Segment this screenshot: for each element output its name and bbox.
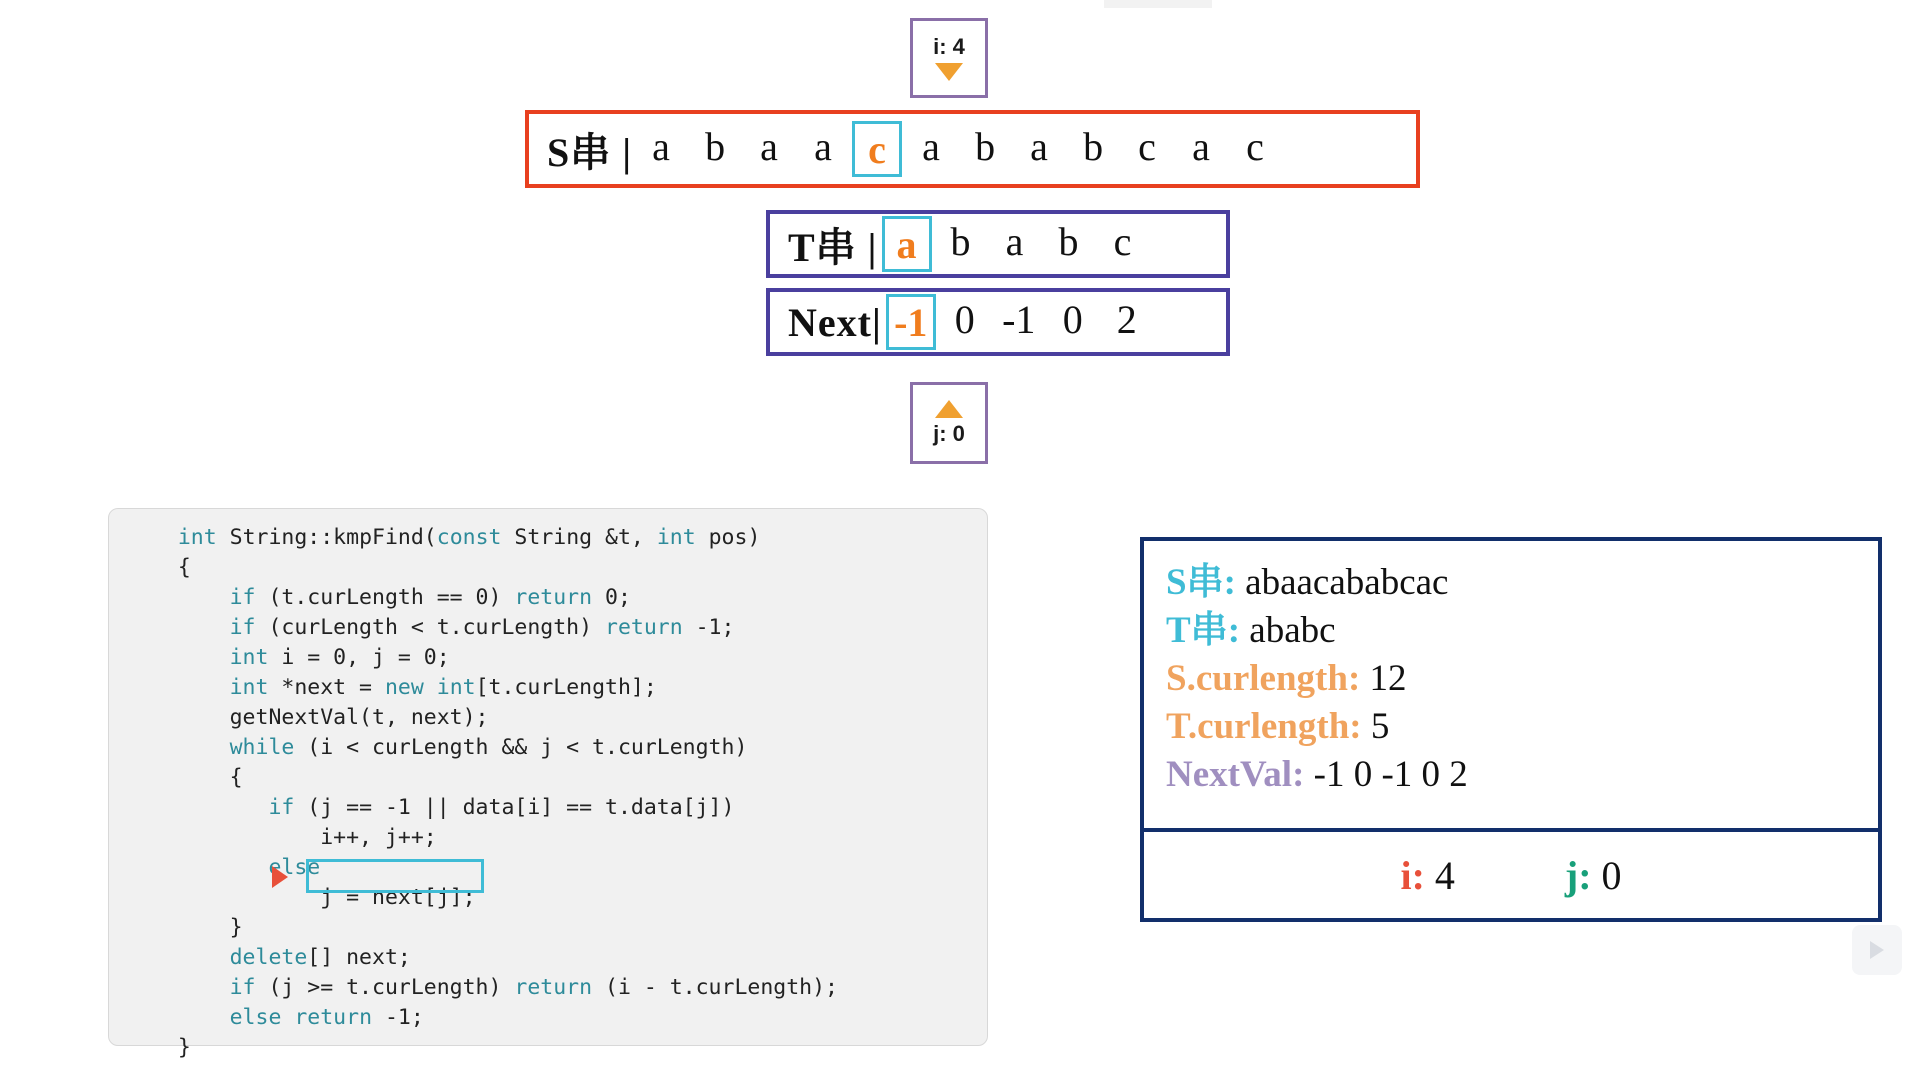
cell-s-9: c [1138,124,1156,169]
i-status [1400,852,1454,899]
variable-value: 5 [1361,706,1390,747]
code-line-17: } [139,1035,191,1060]
cell-t-4: c [1113,219,1132,264]
cell-s-6: b [975,124,996,169]
variable-separator: : [1223,562,1236,603]
code-line-16: else return -1; [229,1005,424,1030]
cell-next-0: -1 [886,294,936,350]
play-triangle-icon [1870,941,1884,959]
j-sep: : [1578,852,1592,898]
top-edge-strip [1104,0,1212,8]
pointer-box-j [910,382,988,464]
j-key: j [1564,852,1579,898]
execution-pointer-icon [272,866,288,888]
cell-s-8: b [1083,124,1104,169]
code-line-6: getNextVal(t, next); [139,705,489,730]
variables-panel [1140,537,1882,922]
variable-row-0 [1166,559,1878,607]
code-line-5: int *next = new int[t.curLength]; [229,675,657,700]
cell-t-1: b [950,219,971,264]
code-line-2: if (t.curLength == 0) return 0; [229,585,631,610]
watermark-logo [1852,925,1902,975]
code-listing [109,523,987,1063]
variable-separator: : [1347,658,1361,699]
string-t-row [766,210,1230,278]
variable-value: ababc [1240,610,1336,651]
current-line-highlight [306,859,484,893]
code-line-7: while (i < curLength && j < t.curLength) [229,735,748,760]
string-t-cells [880,216,1150,272]
i-key: i [1400,852,1412,898]
code-line-1: { [139,555,191,580]
variables-list [1144,541,1878,799]
next-array-row [766,288,1230,356]
code-line-3: if (curLength < t.curLength) return -1; [229,615,735,640]
cell-next-1: 0 [954,297,975,342]
string-s-label: S串 | [547,129,633,175]
cell-s-2: a [760,124,778,169]
variable-key: S.curlength [1166,658,1348,699]
variable-row-4 [1166,751,1878,799]
cell-s-3: a [814,124,832,169]
pointer-label-i: i: 4 [933,33,965,59]
triangle-up-icon [935,400,963,418]
cell-s-5: a [922,124,940,169]
cell-s-10: a [1192,124,1210,169]
code-panel [108,508,988,1060]
code-line-4: int i = 0, j = 0; [229,645,450,670]
variable-key: NextVal [1166,754,1293,795]
variable-separator: : [1227,610,1241,651]
code-line-12: j = next[j]; [139,885,476,910]
variable-key: S串 [1166,562,1224,603]
variable-value: -1 0 -1 0 2 [1304,754,1468,795]
cell-t-3: b [1058,219,1079,264]
triangle-down-icon [935,63,963,81]
cell-t-0: a [882,216,932,272]
variable-key: T.curlength [1166,706,1350,747]
next-array-cells [884,294,1154,350]
cell-t-2: a [1005,219,1024,264]
string-s-row [525,110,1420,188]
pointer-box-i [910,18,988,98]
variable-value: 12 [1360,658,1407,699]
code-line-8: { [139,765,243,790]
code-line-11: else [268,855,321,880]
j-val: 0 [1601,852,1622,898]
code-line-10: i++, j++; [139,825,437,850]
variable-row-3 [1166,703,1878,751]
cell-next-2: -1 [1002,297,1036,342]
variable-row-2 [1166,655,1878,703]
i-val: 4 [1434,852,1455,898]
variable-value: abaacababcac [1235,562,1449,603]
variable-key: T串 [1166,610,1228,651]
cell-s-1: b [705,124,726,169]
ij-status-bar [1144,828,1878,918]
string-t-label: T串 | [788,224,878,270]
cell-s-4: c [852,121,902,177]
cell-s-0: a [652,124,670,169]
next-array-label: Next| [788,299,882,345]
j-status [1565,852,1622,899]
cell-next-3: 0 [1062,297,1083,342]
code-line-9: if (j == -1 || data[i] == t.data[j]) [268,795,735,820]
cell-s-11: c [1246,124,1264,169]
code-line-13: } [139,915,243,940]
variable-row-1 [1166,607,1878,655]
string-s-cells [634,121,1282,177]
variable-separator: : [1349,706,1362,747]
code-line-14: delete[] next; [229,945,411,970]
i-sep: : [1411,852,1425,898]
pointer-label-j: j: 0 [933,420,965,446]
code-line-15: if (j >= t.curLength) return (i - t.curLength); [229,975,839,1000]
variable-separator: : [1292,754,1305,795]
cell-s-7: a [1030,124,1048,169]
cell-next-4: 2 [1116,297,1137,342]
code-line-0: int String::kmpFind(const String &t, int pos) [177,525,761,550]
